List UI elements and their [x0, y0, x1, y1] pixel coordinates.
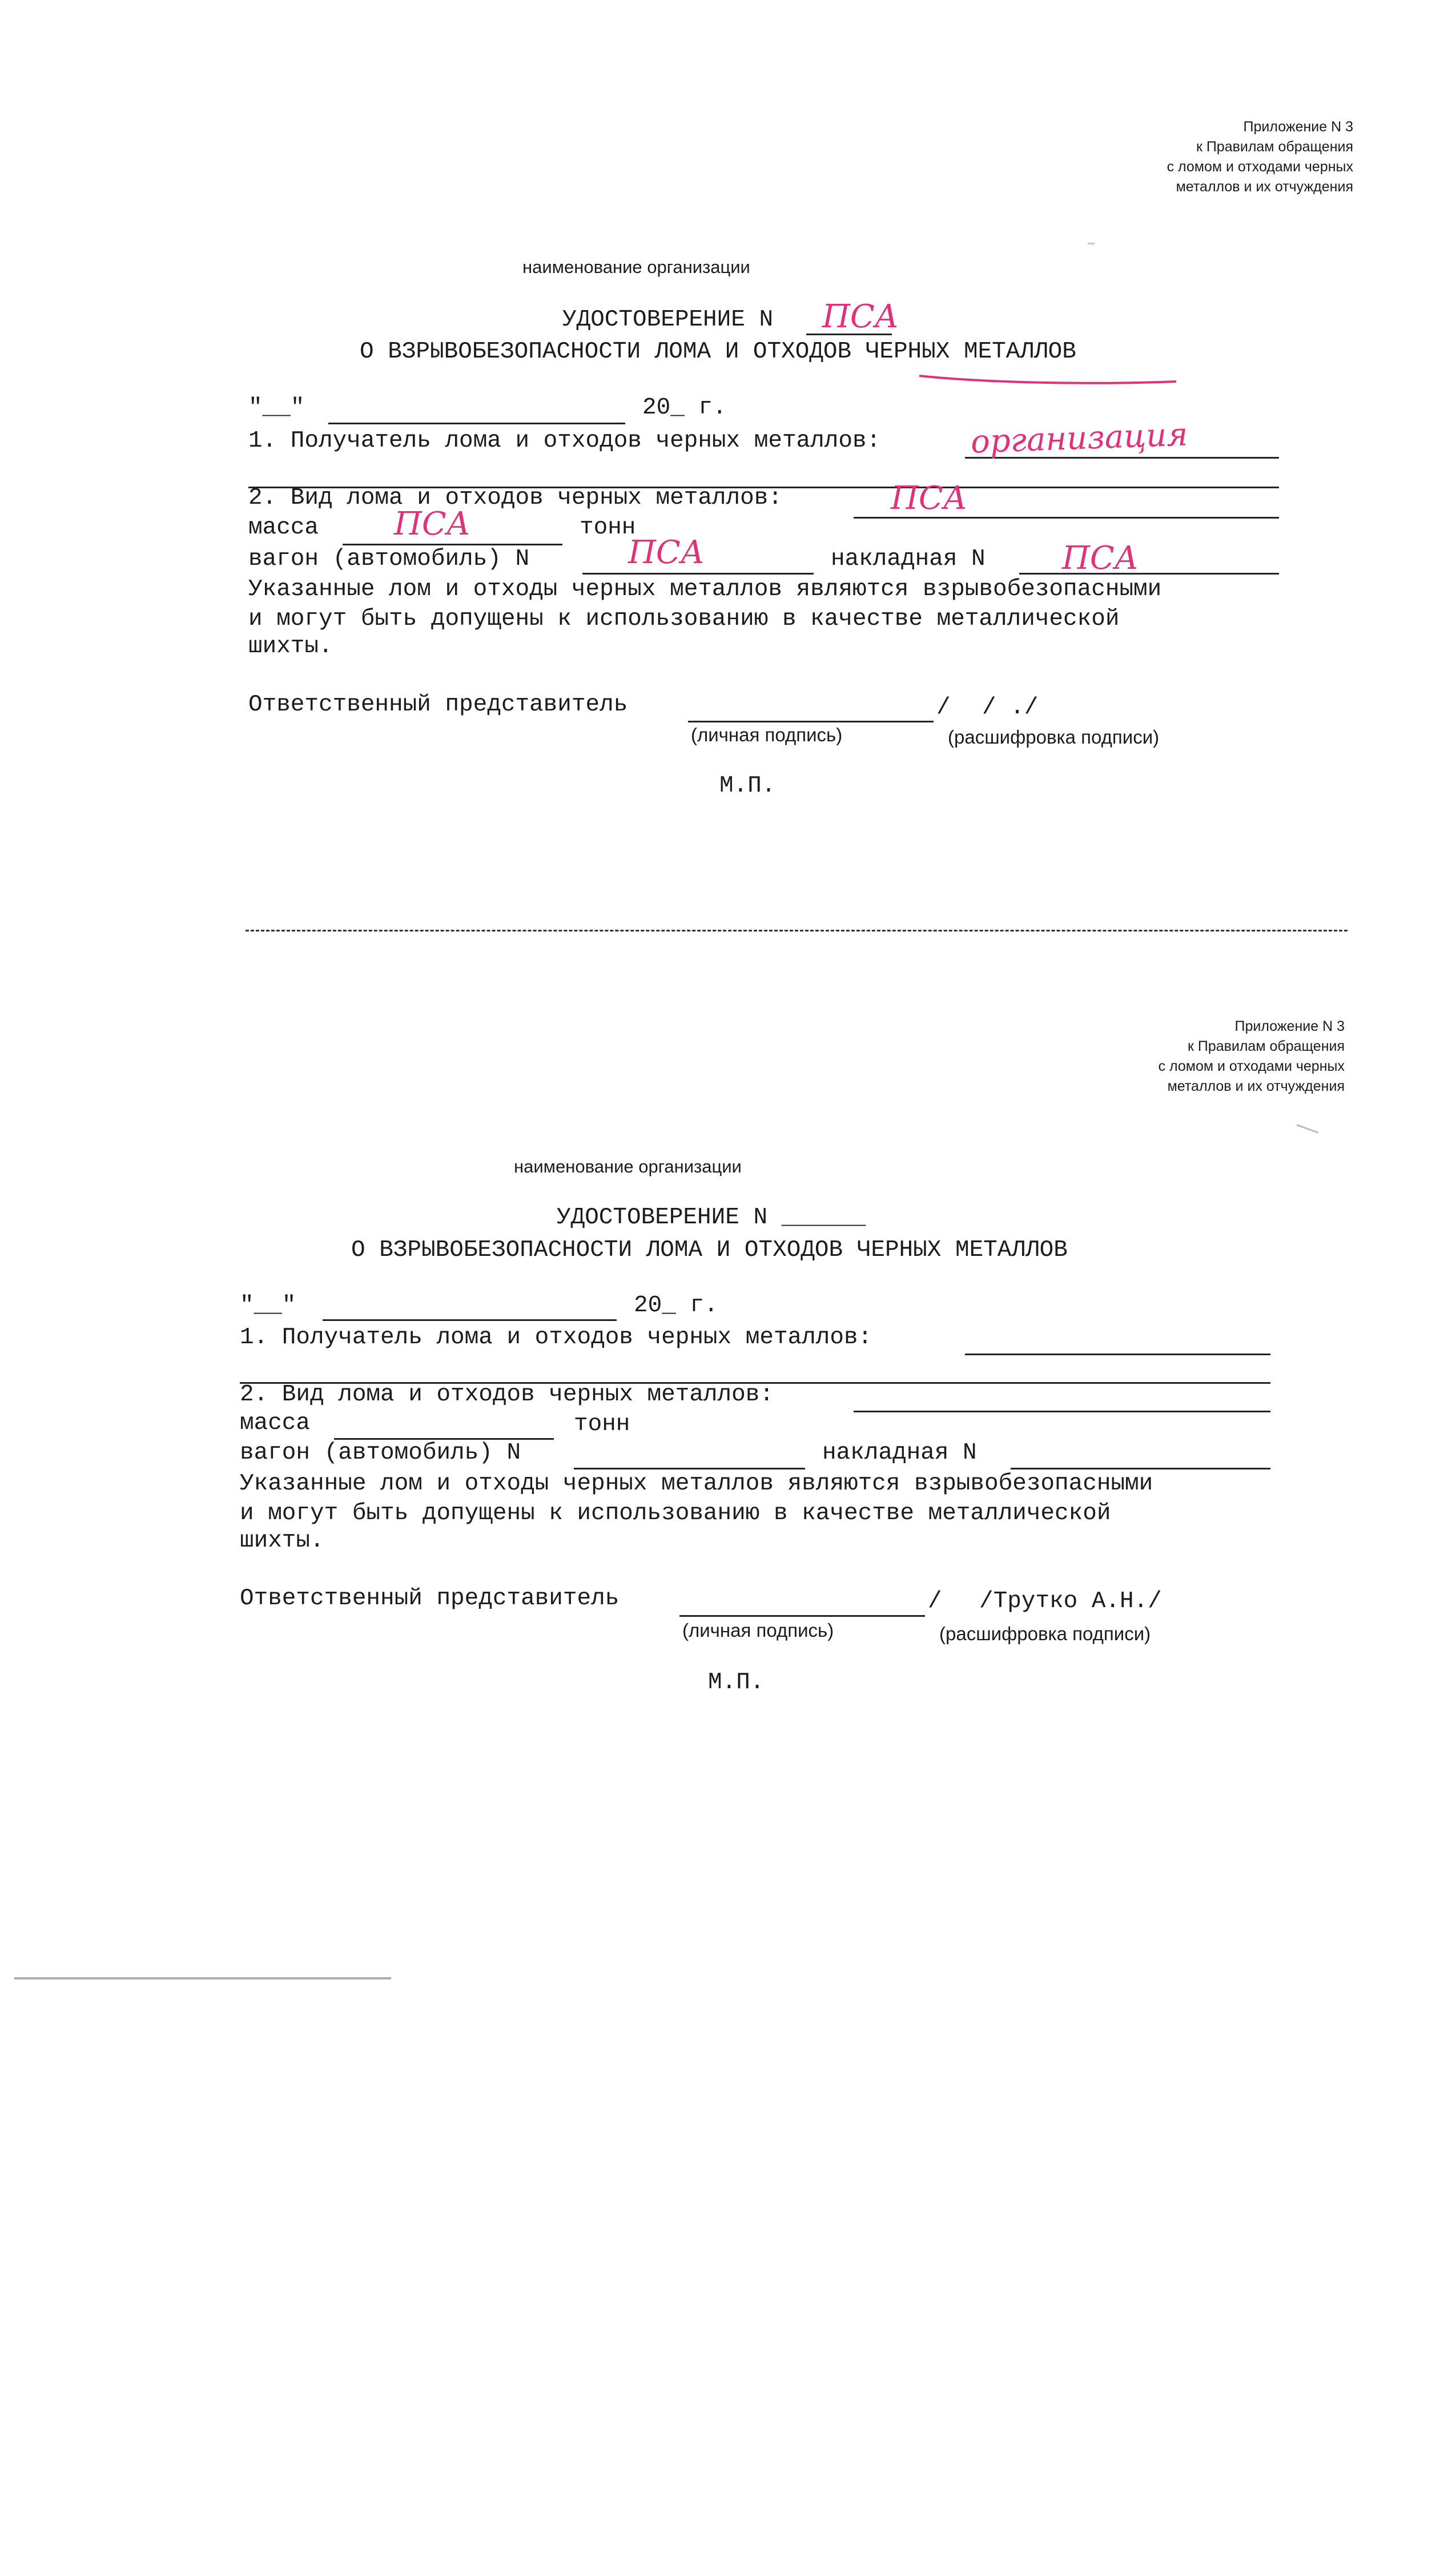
- stamp-place: М.П.: [719, 773, 776, 799]
- wagon-label: вагон (автомобиль) N: [248, 546, 530, 572]
- scrap-kind-label: 2. Вид лома и отходов черных металлов:: [240, 1382, 774, 1408]
- handwritten-wagon: ПСА: [628, 534, 705, 571]
- date-line: [323, 1319, 617, 1321]
- date-year: 20_ г.: [634, 1292, 718, 1319]
- signature-decode: / ./: [982, 694, 1039, 721]
- statement-line: Указанные лом и отходы черных металлов являются взрывобезопасными: [248, 576, 1162, 603]
- appendix-line: металлов и их отчуждения: [1167, 1078, 1345, 1094]
- date-line: [328, 423, 625, 424]
- cut-line: [246, 930, 1348, 931]
- organization-caption: наименование организации: [522, 257, 750, 277]
- appendix-line: Приложение N 3: [1234, 1018, 1345, 1034]
- handwritten-scrap-kind: ПСА: [891, 480, 968, 517]
- scan-mark: [1088, 243, 1095, 244]
- scrap-kind-label: 2. Вид лома и отходов черных металлов:: [248, 485, 782, 511]
- personal-signature-caption: (личная подпись): [691, 724, 843, 745]
- signature-separator: /: [928, 1588, 942, 1615]
- appendix-line: к Правилам обращения: [1196, 139, 1353, 155]
- handwritten-mass: ПСА: [394, 505, 471, 543]
- organization-caption: наименование организации: [514, 1156, 742, 1176]
- appendix-note: [1159, 1017, 1345, 1097]
- appendix-line: металлов и их отчуждения: [1176, 179, 1353, 195]
- signature-decode-caption: (расшифровка подписи): [948, 726, 1160, 748]
- recipient-line: [965, 1354, 1270, 1355]
- representative-label: Ответственный представитель: [240, 1585, 620, 1612]
- statement-line: и могут быть допущены к использованию в качестве металлической: [240, 1500, 1111, 1527]
- appendix-line: Приложение N 3: [1243, 119, 1353, 135]
- signature-decode-caption: (расшифровка подписи): [939, 1623, 1151, 1644]
- wagon-line: [574, 1468, 805, 1469]
- signature-decode: /Трутко А.Н./: [979, 1588, 1162, 1615]
- appendix-line: к Правилам обращения: [1187, 1038, 1345, 1054]
- invoice-label: накладная N: [822, 1440, 977, 1466]
- handwritten-certificate-number: ПСА: [822, 298, 899, 335]
- mass-unit: тонн: [574, 1411, 630, 1437]
- certificate-title: УДОСТОВЕРЕНИЕ N: [562, 307, 774, 333]
- certificate-subtitle: О ВЗРЫВОБЕЗОПАСНОСТИ ЛОМА И ОТХОДОВ ЧЕРНЫХ МЕТАЛЛОВ: [360, 339, 1076, 365]
- stamp-place: М.П.: [708, 1669, 765, 1696]
- statement-line: Указанные лом и отходы черных металлов являются взрывобезопасными: [240, 1471, 1153, 1497]
- mass-label: масса: [240, 1410, 311, 1436]
- certificate-subtitle: О ВЗРЫВОБЕЗОПАСНОСТИ ЛОМА И ОТХОДОВ ЧЕРНЫХ МЕТАЛЛОВ: [351, 1237, 1068, 1263]
- statement-line: шихты.: [248, 633, 333, 660]
- invoice-line: [1019, 573, 1279, 575]
- scan-mark: [14, 1977, 391, 1979]
- handwritten-invoice: ПСА: [1062, 540, 1139, 577]
- date-quotes: "__": [248, 395, 305, 421]
- representative-label: Ответственный представитель: [248, 692, 628, 718]
- recipient-label: 1. Получатель лома и отходов черных металлов:: [248, 428, 881, 454]
- scrap-kind-line: [854, 1411, 1270, 1412]
- statement-line: и могут быть допущены к использованию в качестве металлической: [248, 606, 1120, 632]
- handwritten-underline: [916, 366, 1179, 388]
- wagon-line: [582, 573, 814, 575]
- recipient-label: 1. Получатель лома и отходов черных металлов:: [240, 1324, 872, 1351]
- signature-line: [679, 1615, 925, 1617]
- mass-label: масса: [248, 515, 319, 541]
- appendix-line: с ломом и отходами черных: [1167, 159, 1353, 175]
- mass-unit: тонн: [580, 515, 636, 541]
- date-quotes: "__": [240, 1292, 296, 1319]
- certificate-title: УДОСТОВЕРЕНИЕ N ______: [557, 1204, 866, 1231]
- date-year: 20_ г.: [642, 395, 727, 421]
- statement-line: шихты.: [240, 1528, 324, 1554]
- scan-mark: [1297, 1124, 1319, 1134]
- wagon-label: вагон (автомобиль) N: [240, 1440, 521, 1466]
- personal-signature-caption: (личная подпись): [682, 1620, 834, 1641]
- scrap-kind-line: [854, 517, 1279, 519]
- invoice-line: [1011, 1468, 1270, 1469]
- signature-line: [688, 721, 934, 722]
- signature-separator: /: [936, 694, 951, 721]
- appendix-line: с ломом и отходами черных: [1158, 1058, 1345, 1074]
- invoice-label: накладная N: [831, 546, 986, 572]
- appendix-note: [1167, 117, 1353, 197]
- handwritten-recipient: организация: [970, 416, 1189, 461]
